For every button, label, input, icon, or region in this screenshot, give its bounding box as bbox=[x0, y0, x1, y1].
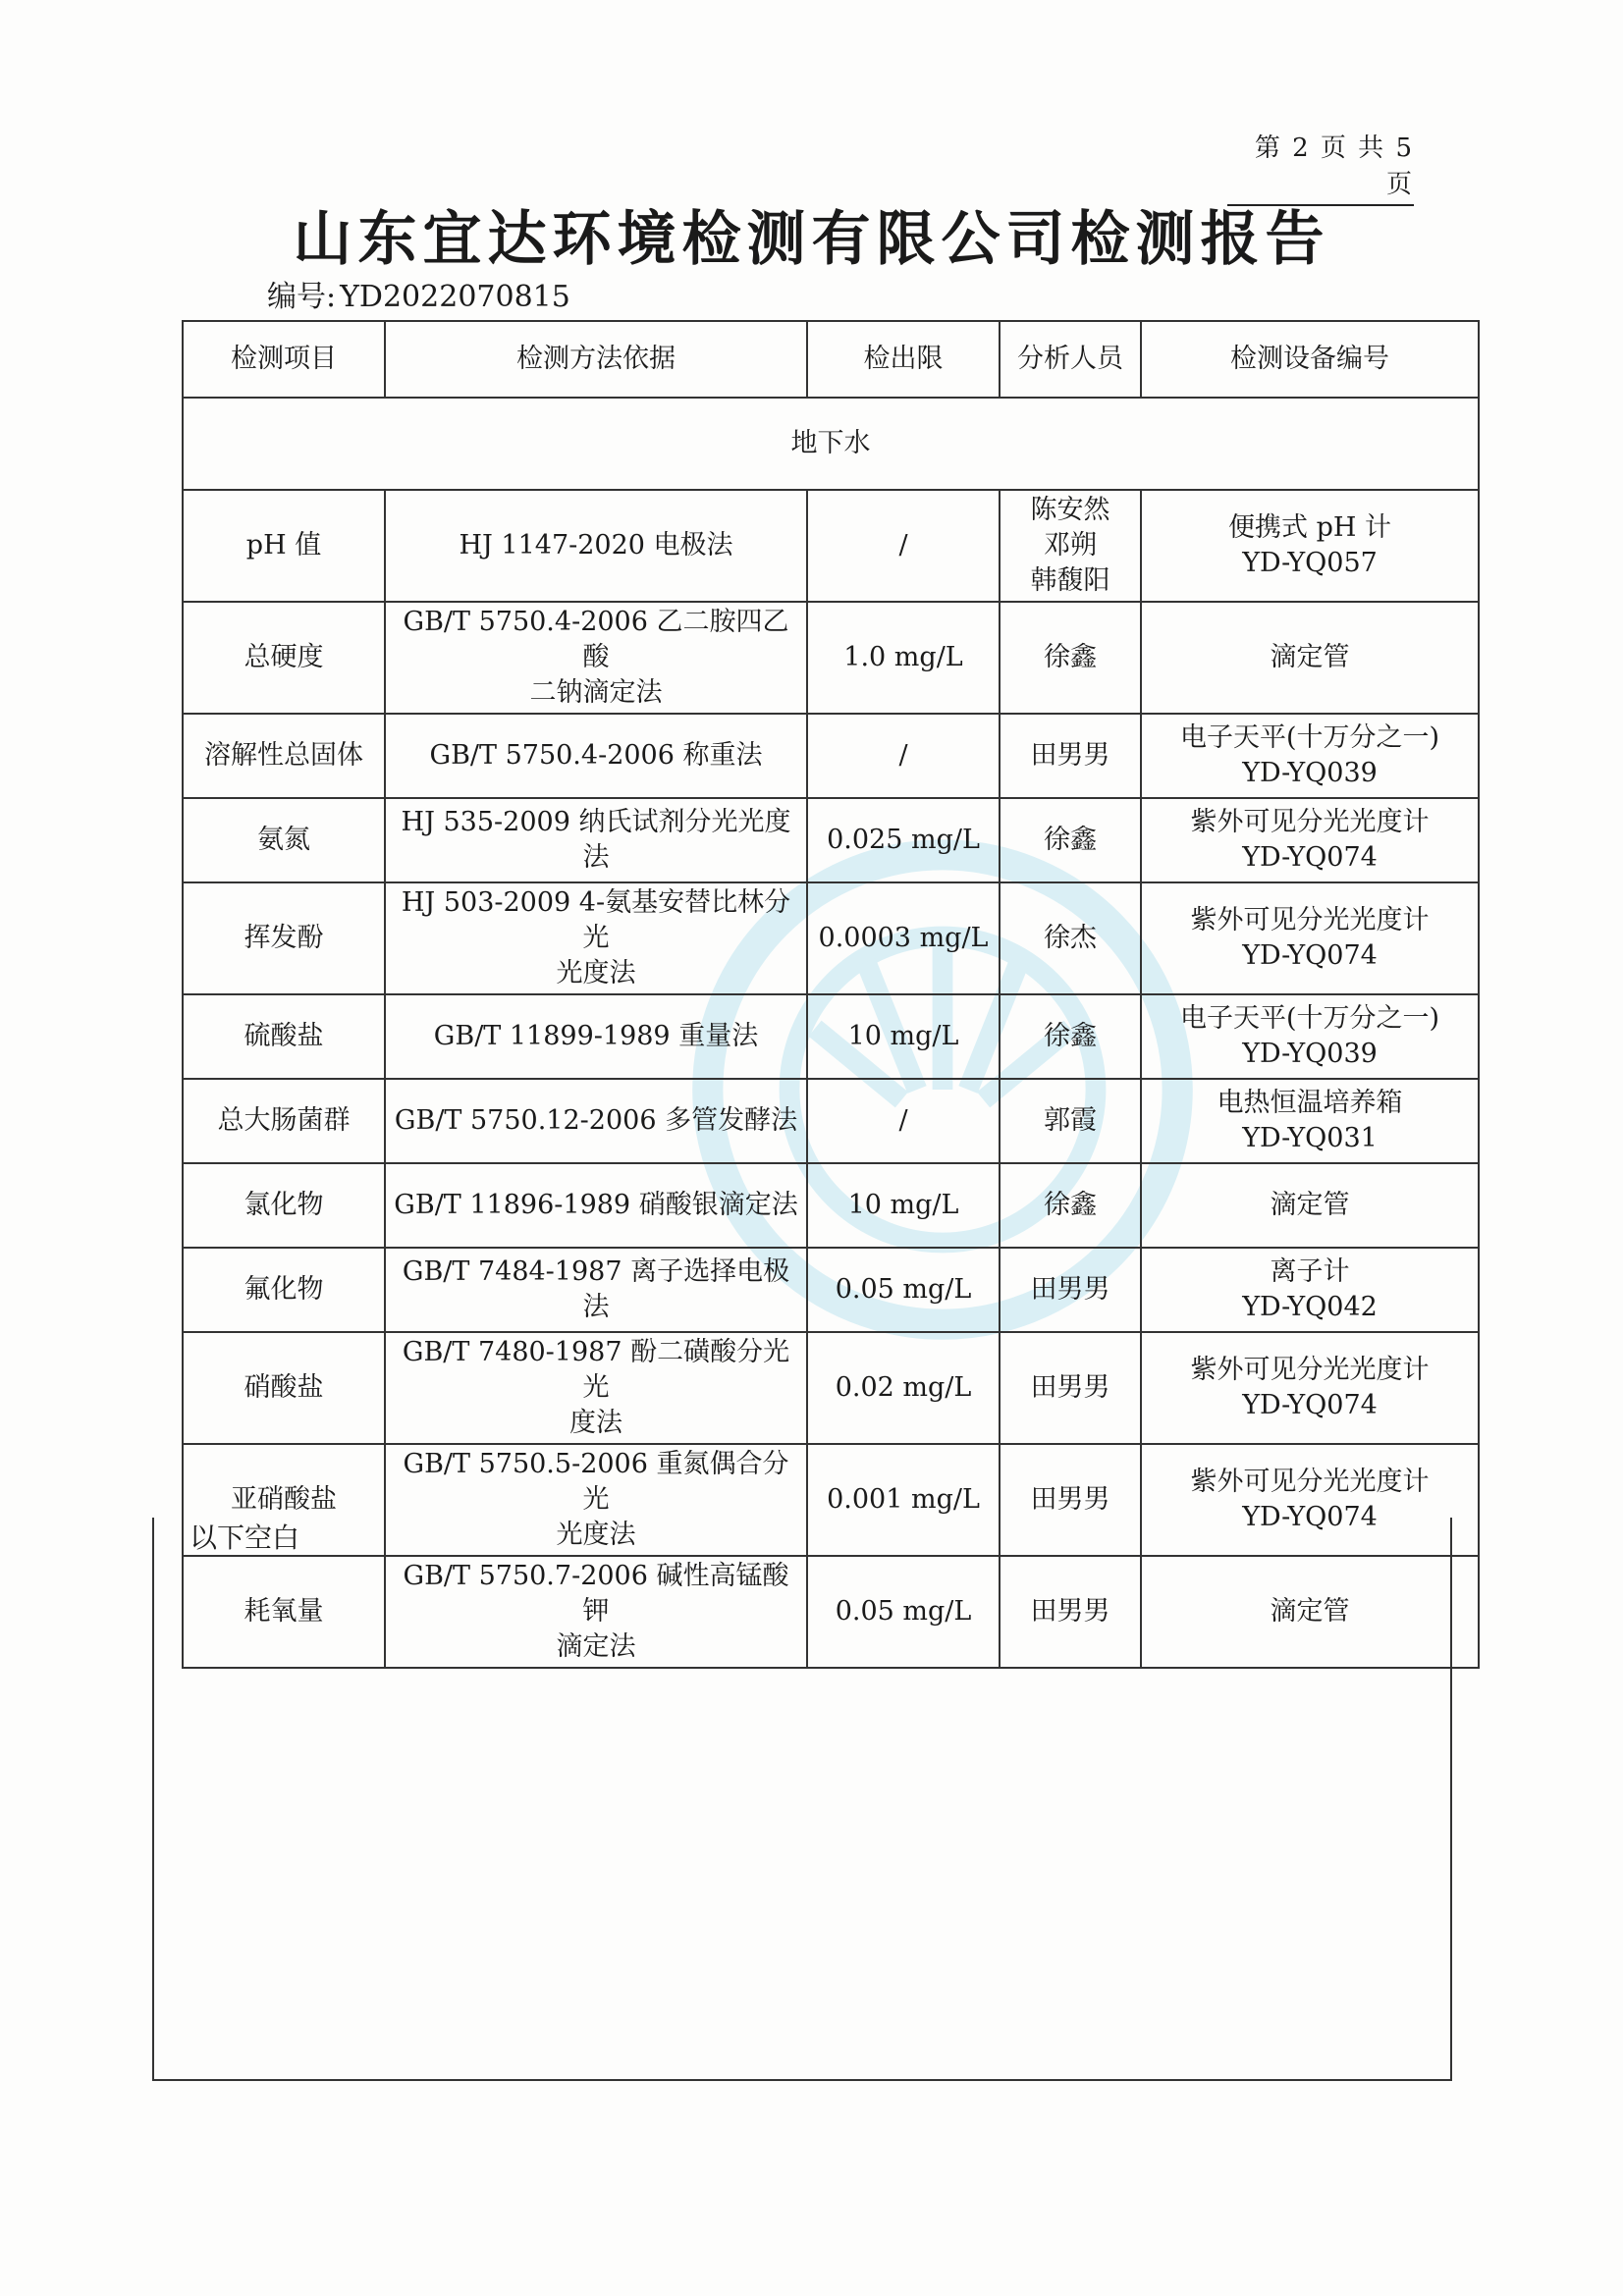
cell-analyst: 田男男 bbox=[1000, 1332, 1141, 1444]
cell-method: GB/T 5750.12-2006 多管发酵法 bbox=[385, 1079, 807, 1163]
cell-equipment: 紫外可见分光光度计 YD-YQ074 bbox=[1141, 882, 1479, 994]
cell-analyst: 徐鑫 bbox=[1000, 994, 1141, 1079]
cell-item: 硝酸盐 bbox=[183, 1332, 385, 1444]
cell-item: 溶解性总固体 bbox=[183, 714, 385, 798]
table-row bbox=[183, 1079, 1479, 1163]
cell-analyst: 陈安然 邓朔 韩馥阳 bbox=[1000, 490, 1141, 602]
cell-equipment: 紫外可见分光光度计 YD-YQ074 bbox=[1141, 1332, 1479, 1444]
report-number-value: YD2022070815 bbox=[340, 280, 570, 314]
cell-item: 硫酸盐 bbox=[183, 994, 385, 1079]
cell-equipment: 滴定管 bbox=[1141, 1163, 1479, 1248]
cell-item: 氟化物 bbox=[183, 1248, 385, 1332]
cell-analyst: 田男男 bbox=[1000, 714, 1141, 798]
cell-method: GB/T 7484-1987 离子选择电极法 bbox=[385, 1248, 807, 1332]
cell-analyst: 郭霞 bbox=[1000, 1079, 1141, 1163]
table-row bbox=[183, 1332, 1479, 1444]
cell-item: 耗氧量 bbox=[183, 1556, 385, 1668]
test-methods-table bbox=[182, 320, 1480, 1669]
cell-item: 挥发酚 bbox=[183, 882, 385, 994]
cell-analyst: 徐鑫 bbox=[1000, 798, 1141, 882]
cell-equipment: 电子天平(十万分之一) YD-YQ039 bbox=[1141, 994, 1479, 1079]
cell-method: HJ 1147-2020 电极法 bbox=[385, 490, 807, 602]
cell-limit: 0.025 mg/L bbox=[807, 798, 1000, 882]
cell-method: GB/T 11899-1989 重量法 bbox=[385, 994, 807, 1079]
cell-analyst: 田男男 bbox=[1000, 1248, 1141, 1332]
blank-area bbox=[152, 1518, 1452, 2081]
cell-limit: 10 mg/L bbox=[807, 994, 1000, 1079]
section-label: 地下水 bbox=[183, 398, 1479, 490]
cell-limit: 0.0003 mg/L bbox=[807, 882, 1000, 994]
table-row bbox=[183, 714, 1479, 798]
cell-method: HJ 535-2009 纳氏试剂分光光度 法 bbox=[385, 798, 807, 882]
section-row bbox=[183, 398, 1479, 490]
table-header-row bbox=[183, 321, 1479, 398]
cell-method: GB/T 11896-1989 硝酸银滴定法 bbox=[385, 1163, 807, 1248]
table-row bbox=[183, 602, 1479, 714]
cell-equipment: 离子计 YD-YQ042 bbox=[1141, 1248, 1479, 1332]
table-row bbox=[183, 490, 1479, 602]
page-number: 第 2 页 共 5 页 bbox=[1227, 128, 1414, 206]
cell-item: 总大肠菌群 bbox=[183, 1079, 385, 1163]
cell-limit: 0.001 mg/L bbox=[807, 1444, 1000, 1556]
cell-analyst: 徐鑫 bbox=[1000, 1163, 1141, 1248]
report-number bbox=[267, 272, 574, 315]
cell-limit: / bbox=[807, 714, 1000, 798]
cell-item: 氯化物 bbox=[183, 1163, 385, 1248]
cell-analyst: 田男男 bbox=[1000, 1444, 1141, 1556]
table-row bbox=[183, 1248, 1479, 1332]
blank-note: 以下空白 bbox=[189, 1522, 300, 1554]
header-cell-equipment: 检测设备编号 bbox=[1141, 321, 1479, 398]
cell-analyst: 徐杰 bbox=[1000, 882, 1141, 994]
cell-item: 亚硝酸盐 bbox=[183, 1444, 385, 1556]
cell-item: pH 值 bbox=[183, 490, 385, 602]
cell-equipment: 滴定管 bbox=[1141, 602, 1479, 714]
table-row bbox=[183, 798, 1479, 882]
header-cell-method: 检测方法依据 bbox=[385, 321, 807, 398]
cell-limit: 0.05 mg/L bbox=[807, 1248, 1000, 1332]
cell-analyst: 徐鑫 bbox=[1000, 602, 1141, 714]
cell-limit: / bbox=[807, 1079, 1000, 1163]
cell-method: GB/T 5750.5-2006 重氮偶合分光 光度法 bbox=[385, 1444, 807, 1556]
cell-method: GB/T 5750.7-2006 碱性高锰酸钾 滴定法 bbox=[385, 1556, 807, 1668]
cell-method: HJ 503-2009 4-氨基安替比林分光 光度法 bbox=[385, 882, 807, 994]
report-number-label: 编号: bbox=[267, 280, 337, 314]
cell-limit: 0.05 mg/L bbox=[807, 1556, 1000, 1668]
cell-method: GB/T 5750.4-2006 乙二胺四乙酸 二钠滴定法 bbox=[385, 602, 807, 714]
report-title: 山东宜达环境检测有限公司检测报告 bbox=[293, 205, 1330, 274]
cell-equipment: 紫外可见分光光度计 YD-YQ074 bbox=[1141, 1444, 1479, 1556]
header-cell-item: 检测项目 bbox=[183, 321, 385, 398]
cell-item: 总硬度 bbox=[183, 602, 385, 714]
cell-item: 氨氮 bbox=[183, 798, 385, 882]
cell-analyst: 田男男 bbox=[1000, 1556, 1141, 1668]
header-cell-limit: 检出限 bbox=[807, 321, 1000, 398]
cell-equipment: 便携式 pH 计 YD-YQ057 bbox=[1141, 490, 1479, 602]
cell-equipment: 紫外可见分光光度计 YD-YQ074 bbox=[1141, 798, 1479, 882]
cell-equipment: 电热恒温培养箱 YD-YQ031 bbox=[1141, 1079, 1479, 1163]
cell-limit: / bbox=[807, 490, 1000, 602]
table-row bbox=[183, 994, 1479, 1079]
cell-limit: 1.0 mg/L bbox=[807, 602, 1000, 714]
cell-limit: 0.02 mg/L bbox=[807, 1332, 1000, 1444]
cell-equipment: 电子天平(十万分之一) YD-YQ039 bbox=[1141, 714, 1479, 798]
header-cell-analyst: 分析人员 bbox=[1000, 321, 1141, 398]
table-row bbox=[183, 1163, 1479, 1248]
cell-method: GB/T 7480-1987 酚二磺酸分光光 度法 bbox=[385, 1332, 807, 1444]
table-row bbox=[183, 882, 1479, 994]
cell-method: GB/T 5750.4-2006 称重法 bbox=[385, 714, 807, 798]
cell-equipment: 滴定管 bbox=[1141, 1556, 1479, 1668]
cell-limit: 10 mg/L bbox=[807, 1163, 1000, 1248]
